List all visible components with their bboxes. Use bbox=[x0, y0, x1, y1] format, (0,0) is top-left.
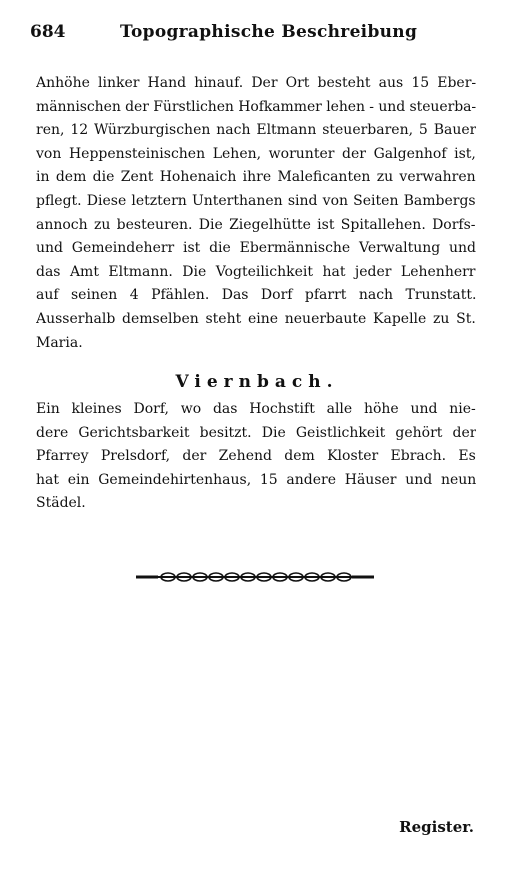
page-number: 684 bbox=[30, 22, 66, 42]
text-line: das Amt Eltmann. Die Vogteilichkeit hat jeder Lehenherr bbox=[36, 263, 476, 280]
catchword: Register. bbox=[399, 818, 474, 836]
ornament-rule bbox=[130, 566, 378, 588]
body-paragraph-2 bbox=[36, 398, 476, 516]
section-heading: Viernbach. bbox=[175, 372, 339, 392]
text-line: Anhöhe linker Hand hinauf. Der Ort besteht aus 15 Eber- bbox=[36, 75, 476, 91]
text-line: annoch zu besteuren. Die Ziegelhütte ist Spitallehen. Dorfs- bbox=[36, 216, 476, 233]
text-line: ren, 12 Würzburgischen nach Eltmann steuerbaren, 5 Bauer bbox=[36, 122, 476, 139]
text-line: und Gemeindeherr ist die Ebermännische Verwaltung und bbox=[36, 240, 476, 257]
text-line: Maria. bbox=[36, 334, 83, 351]
text-line: männischen der Fürstlichen Hofkammer lehen - und steuerba- bbox=[36, 98, 476, 115]
text-line: von Heppensteinischen Lehen, worunter der Galgenhof ist, bbox=[36, 145, 476, 162]
text-line: Ausserhalb demselben steht eine neuerbaute Kapelle zu St. bbox=[36, 310, 476, 327]
text-line: in dem die Zent Hohenaich ihre Maleficanten zu verwahren bbox=[36, 169, 476, 186]
running-title: Topographische Beschreibung bbox=[120, 22, 418, 42]
text-line: dere Gerichtsbarkeit besitzt. Die Geistlichkeit gehört der bbox=[36, 424, 476, 441]
text-line: auf seinen 4 Pfählen. Das Dorf pfarrt nach Trunstatt. bbox=[36, 287, 476, 304]
body-paragraph-1 bbox=[36, 72, 476, 355]
text-line: pflegt. Diese letztern Unterthanen sind von Seiten Bambergs bbox=[36, 192, 476, 209]
text-line: Städel. bbox=[36, 495, 86, 512]
text-line: Pfarrey Prelsdorf, der Zehend dem Kloster Ebrach. Es bbox=[36, 448, 476, 465]
text-line: Ein kleines Dorf, wo das Hochstift alle höhe und nie- bbox=[36, 401, 476, 417]
text-line: hat ein Gemeindehirtenhaus, 15 andere Häuser und neun bbox=[36, 471, 476, 488]
